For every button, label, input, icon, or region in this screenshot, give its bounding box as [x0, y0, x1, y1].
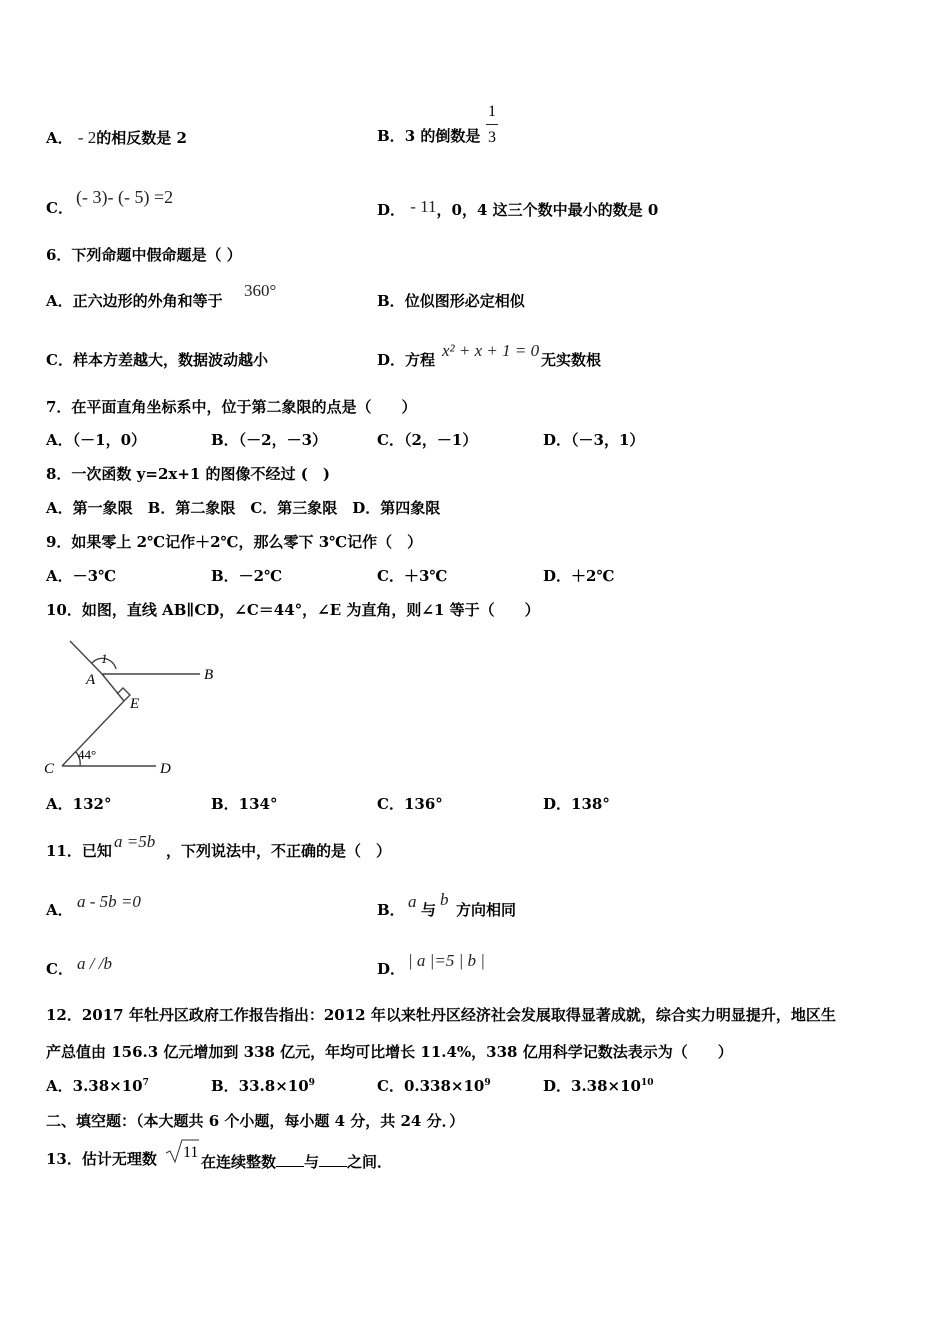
- q13-rest: [201, 1152, 392, 1170]
- q11-option-d-label: D．: [377, 960, 406, 978]
- q13-text: 在连续整数: [201, 1153, 277, 1171]
- exponent: 10: [640, 1078, 654, 1088]
- option-label: B．: [377, 292, 405, 310]
- math-expression: - 2: [77, 128, 97, 147]
- fraction-bar: [486, 124, 498, 125]
- q6-option-d: [377, 353, 435, 368]
- option-text: C．0.338×10: [377, 1077, 485, 1095]
- fraction-numerator: 1: [488, 103, 496, 120]
- q6-option-a: [46, 294, 223, 309]
- point-b-label: B: [204, 667, 214, 683]
- q5-option-c-math: (- 3)- (- 5) =2: [76, 187, 174, 207]
- q8-options: A．第一象限 B．第二象限 C．第三象限 D．第四象限: [46, 499, 441, 517]
- q6-option-b: [377, 294, 525, 309]
- q11-option-b-math2: b: [440, 890, 449, 909]
- radicand: 11: [183, 1144, 199, 1161]
- q5-option-b: [377, 129, 480, 144]
- q12-option-d: [543, 1079, 654, 1094]
- q10-option-a: A．132°: [46, 795, 112, 813]
- q11-option-b-text: 方向相同: [456, 901, 517, 919]
- q9-option-c: C．＋3℃: [377, 567, 448, 585]
- q11-stem-math: a =5b: [114, 832, 156, 851]
- option-text: 的相反数是 2: [96, 129, 187, 147]
- q11-option-b-mid: 与: [421, 901, 437, 919]
- q7-option-c: C．（2，－1）: [377, 431, 478, 449]
- option-text: D．3.38×10: [543, 1077, 641, 1095]
- exponent: 9: [484, 1078, 491, 1088]
- q5-option-d: [377, 197, 659, 219]
- q11-option-c-math: a / /b: [77, 954, 112, 973]
- q7-option-b: B．（－2，－3）: [211, 431, 328, 449]
- q9-option-b: B．－2℃: [211, 567, 283, 585]
- q9-stem: 9．如果零上 2℃记作＋2℃，那么零下 3℃记作（ ）: [46, 533, 423, 551]
- q7-option-a: A．（－1，0）: [46, 431, 147, 449]
- q9-option-a: A．－3℃: [46, 567, 117, 585]
- option-text: B．33.8×10: [211, 1077, 309, 1095]
- option-text: 方程: [405, 351, 436, 369]
- q7-option-d: D．（－3，1）: [543, 431, 645, 449]
- exponent: 7: [142, 1078, 149, 1088]
- option-label: A．: [46, 129, 73, 147]
- q11-option-d-math: | a |=5 | b |: [408, 951, 485, 970]
- angle-1-label: 1: [101, 651, 108, 666]
- q11-option-c-label: C．: [46, 960, 73, 978]
- q6-option-c: [46, 353, 268, 368]
- segment-ae: [102, 674, 124, 701]
- q5-option-c-label: C．: [46, 199, 73, 217]
- parallel-lines-figure: [40, 635, 230, 780]
- q10-option-d: D．138°: [543, 795, 610, 813]
- q12-option-b: [211, 1079, 315, 1094]
- option-text: ，0，4 这三个数中最小的数是 0: [436, 201, 659, 219]
- q8-stem: 8．一次函数 y=2x+1 的图像不经过 ( ): [46, 465, 330, 483]
- square-root-sign: [164, 1137, 200, 1165]
- option-text: 正六边形的外角和等于: [72, 292, 223, 310]
- q11-option-b-label: B．: [377, 901, 405, 919]
- q11-option-b-math1: a: [408, 892, 417, 911]
- q13-before: 13．估计无理数: [46, 1150, 157, 1168]
- q12-line-2: 产总值由 156.3 亿元增加到 338 亿元，年均可比增长 11.4%，338 亿用科学记数法表示为（ ）: [46, 1043, 733, 1061]
- option-label: B．: [377, 127, 405, 145]
- q6-stem: 6．下列命题中假命题是（ ）: [46, 246, 242, 264]
- q11-option-a-label: A．: [46, 901, 73, 919]
- option-text: 样本方差越大，数据波动越小: [72, 351, 268, 369]
- q7-stem: 7．在平面直角坐标系中，位于第二象限的点是（ ）: [46, 398, 417, 416]
- option-label: D．: [377, 351, 406, 369]
- point-d-label: D: [160, 761, 171, 777]
- q6-d-text-after: 无实数根: [541, 351, 602, 369]
- point-c-label: C: [44, 761, 55, 777]
- option-text: 位似图形必定相似: [404, 292, 525, 310]
- math-expression: - 11: [410, 197, 437, 216]
- option-label: A．: [46, 292, 73, 310]
- point-e-label: E: [130, 696, 140, 712]
- point-a-label: A: [86, 672, 96, 688]
- q5-option-a: [46, 129, 187, 146]
- q10-option-b: B．134°: [211, 795, 278, 813]
- q10-stem: 10．如图，直线 AB∥CD，∠C＝44°，∠E 为直角，则∠1 等于（ ）: [46, 601, 540, 619]
- q11-stem-after: ，下列说法中，不正确的是（ ）: [166, 842, 392, 860]
- answer-blank-2[interactable]: [319, 1152, 347, 1167]
- section-2-heading: 二、填空题：（本大题共 6 个小题，每小题 4 分，共 24 分．）: [46, 1112, 465, 1130]
- option-text: 3 的倒数是: [404, 127, 481, 145]
- q11-option-a-math: a - 5b =0: [77, 892, 141, 911]
- option-text: A．3.38×10: [46, 1077, 143, 1095]
- answer-blank-1[interactable]: [276, 1152, 304, 1167]
- fraction-denominator: 3: [488, 129, 496, 146]
- q12-option-c: [377, 1079, 491, 1094]
- angle-44-label: 44°: [78, 747, 97, 762]
- q10-option-c: C．136°: [377, 795, 443, 813]
- exponent: 9: [308, 1078, 315, 1088]
- q12-option-a: [46, 1079, 149, 1094]
- q12-line-1: 12．2017 年牡丹区政府工作报告指出：2012 年以来牡丹区经济社会发展取得显著成就，综合实力明显提升，地区生: [46, 1006, 836, 1024]
- q13-text: 与: [304, 1153, 320, 1171]
- option-label: C．: [46, 351, 73, 369]
- q6-a-math: 360°: [244, 281, 277, 300]
- q11-stem-before: 11．已知: [46, 842, 112, 860]
- q13-text: 之间．: [347, 1153, 393, 1171]
- q9-option-d: D．＋2℃: [543, 567, 615, 585]
- option-label: D．: [377, 201, 406, 219]
- q6-d-math: x² + x + 1 = 0: [442, 341, 540, 360]
